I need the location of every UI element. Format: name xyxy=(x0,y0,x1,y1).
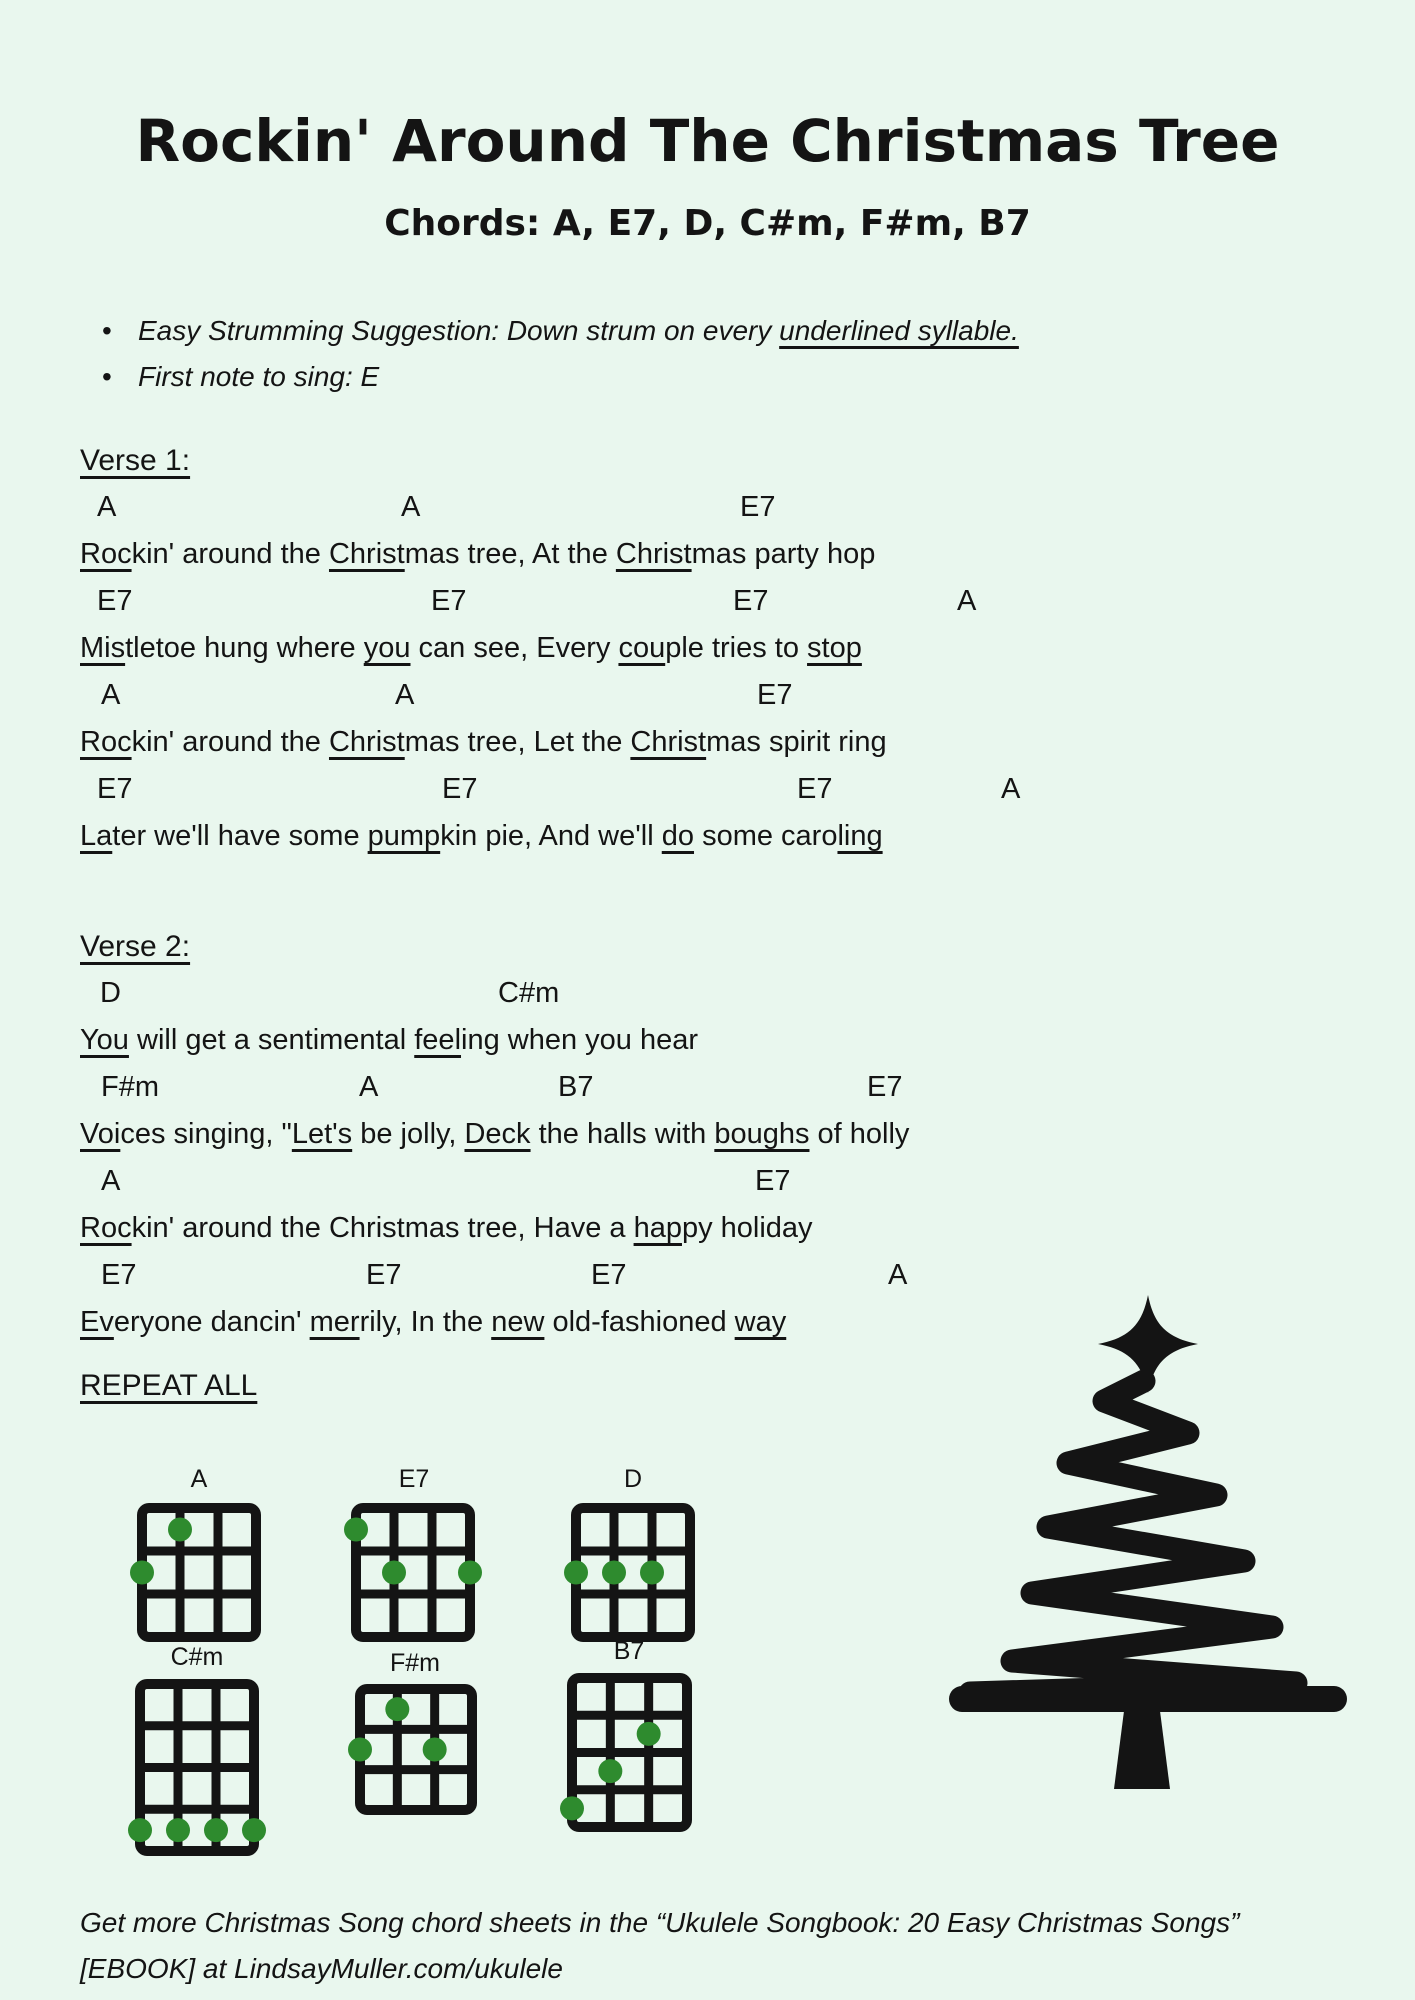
chord-label: E7 xyxy=(591,1259,627,1291)
chord-label: E7 xyxy=(755,1165,791,1197)
chord-label: E7 xyxy=(740,491,776,523)
chord-label: A xyxy=(395,679,415,711)
chord-label: A xyxy=(888,1259,908,1291)
lyric-segment: Christ xyxy=(630,726,707,758)
lyric-segment: ces singing, " xyxy=(120,1118,292,1150)
lyric-segment: Roc xyxy=(80,538,132,570)
lyric-row xyxy=(80,1205,1220,1252)
lyric-segment: Deck xyxy=(464,1118,531,1150)
chord-label: A xyxy=(957,585,977,617)
chord-diagram-label: B7 xyxy=(613,1637,645,1665)
lyric-row xyxy=(80,1111,1220,1158)
chord-label: F#m xyxy=(101,1071,159,1103)
lyric-segment: Roc xyxy=(80,726,132,758)
page-title: Rockin' Around The Christmas Tree xyxy=(135,107,1280,175)
chord-diagram-label: A xyxy=(190,1465,208,1493)
lyric-segment: Let's xyxy=(291,1118,353,1150)
lyric-segment: First note to sing: E xyxy=(138,361,380,392)
chord-row xyxy=(80,766,1220,813)
finger-dot xyxy=(458,1561,482,1585)
lyric-segment: hap xyxy=(633,1212,682,1244)
lyric-row xyxy=(80,813,1220,860)
lyric-segment: La xyxy=(80,820,113,852)
footer-line-1: Get more Christmas Song chord sheets in the “Ukulele Songbook: 20 Easy Christmas Songs” xyxy=(80,1907,1240,1938)
lyric-segment: feel xyxy=(414,1024,462,1056)
lyric-segment: can see, Every xyxy=(410,632,619,664)
chord-row xyxy=(80,484,1220,531)
finger-dot xyxy=(168,1518,192,1542)
chord-label: E7 xyxy=(797,773,833,805)
lyric-segment: mas tree, Let the xyxy=(404,726,631,758)
lyric-segment: will get a sentimental xyxy=(128,1024,415,1056)
lyric-segment: tletoe hung where xyxy=(125,632,364,664)
chord-diagram-E7 xyxy=(340,1492,486,1653)
lyric-segment: the halls with xyxy=(530,1118,715,1150)
chord-diagram-label: C#m xyxy=(170,1643,224,1671)
lyric-segment: kin pie, And we'll xyxy=(440,820,662,852)
chord-diagram-B7 xyxy=(556,1662,703,1843)
verse-heading: Verse 1: xyxy=(80,444,191,477)
lyric-segment: mas spirit ring xyxy=(706,726,887,758)
note-item xyxy=(100,308,1019,354)
chord-row xyxy=(80,1158,1220,1205)
chord-label: E7 xyxy=(733,585,769,617)
lyric-segment: kin' around the xyxy=(131,726,329,758)
chord-label: E7 xyxy=(101,1259,137,1291)
chord-label: E7 xyxy=(431,585,467,617)
finger-dot xyxy=(560,1796,584,1820)
lyric-segment: Easy Strumming Suggestion: Down strum on every xyxy=(138,315,780,346)
lyric-segment: py holiday xyxy=(681,1212,813,1244)
finger-dot xyxy=(385,1697,409,1721)
chord-label: E7 xyxy=(757,679,793,711)
notes-list xyxy=(100,308,1019,400)
verse-heading: Verse 2: xyxy=(80,930,191,963)
lyric-segment: some caro xyxy=(694,820,838,852)
finger-dot xyxy=(598,1759,622,1783)
lyric-segment: You xyxy=(80,1024,129,1056)
lyric-segment: Ev xyxy=(80,1306,114,1338)
lyric-segment: kin' around the Christmas tree, Have a xyxy=(131,1212,634,1244)
finger-dot xyxy=(242,1818,266,1842)
lyric-segment: ter we'll have some xyxy=(112,820,368,852)
lyric-segment: old-fashioned xyxy=(544,1306,735,1338)
chord-diagram-label: F#m xyxy=(390,1649,440,1677)
chord-label: E7 xyxy=(442,773,478,805)
lyric-segment: rily, In the xyxy=(359,1306,492,1338)
chord-diagram-label: E7 xyxy=(398,1465,430,1493)
christmas-tree-illustration xyxy=(948,1283,1348,1793)
lyric-segment: boughs xyxy=(714,1118,810,1150)
fretboard-frame xyxy=(576,1508,690,1637)
chord-label: E7 xyxy=(366,1259,402,1291)
finger-dot xyxy=(382,1561,406,1585)
lyric-segment: mer xyxy=(309,1306,360,1338)
lyric-segment: way xyxy=(734,1306,787,1338)
lyric-segment: ling xyxy=(837,820,883,852)
lyric-segment: Christ xyxy=(328,726,405,758)
chord-label: D xyxy=(100,977,121,1009)
lyric-segment: ple tries to xyxy=(665,632,808,664)
lyric-segment: cou xyxy=(618,632,666,664)
finger-dot xyxy=(423,1738,447,1762)
chord-row xyxy=(80,970,1220,1017)
fretboard-frame xyxy=(356,1508,470,1637)
finger-dot xyxy=(344,1518,368,1542)
chord-label: A xyxy=(97,491,117,523)
lyric-segment: pump xyxy=(367,820,441,852)
chord-row xyxy=(80,1064,1220,1111)
lyric-segment: Roc xyxy=(80,1212,132,1244)
chord-label: A xyxy=(1001,773,1021,805)
chord-label: B7 xyxy=(558,1071,594,1103)
lyric-segment: of holly xyxy=(809,1118,910,1150)
lyric-segment: Christ xyxy=(615,538,692,570)
chord-label: E7 xyxy=(97,773,133,805)
chord-label: E7 xyxy=(97,585,133,617)
lyric-segment: mas party hop xyxy=(691,538,876,570)
finger-dot xyxy=(564,1561,588,1585)
chord-diagram-D xyxy=(560,1492,706,1653)
finger-dot xyxy=(348,1738,372,1762)
lyric-row xyxy=(80,719,1220,766)
lyric-segment: you xyxy=(363,632,411,664)
chord-label: A xyxy=(101,1165,121,1197)
finger-dot xyxy=(130,1561,154,1585)
tree-zigzag xyxy=(970,1381,1296,1693)
finger-dot xyxy=(602,1561,626,1585)
finger-dot xyxy=(128,1818,152,1842)
finger-dot xyxy=(166,1818,190,1842)
chord-diagram-Csm xyxy=(124,1668,270,1867)
chord-diagram-A xyxy=(126,1492,272,1653)
chord-row xyxy=(80,672,1220,719)
chord-label: A xyxy=(101,679,121,711)
lyric-segment: ing when you hear xyxy=(461,1024,699,1056)
finger-dot xyxy=(640,1561,664,1585)
lyric-segment: new xyxy=(491,1306,545,1338)
chord-label: E7 xyxy=(867,1071,903,1103)
repeat-note: REPEAT ALL xyxy=(80,1369,258,1402)
lyric-segment: mas tree, At the xyxy=(404,538,616,570)
chord-diagram-Fsm xyxy=(344,1673,488,1826)
fretboard-frame xyxy=(142,1508,256,1637)
finger-dot xyxy=(637,1722,661,1746)
chord-label: C#m xyxy=(498,977,560,1009)
lyric-segment: stop xyxy=(807,632,862,664)
chord-row xyxy=(80,578,1220,625)
lyric-segment: underlined syllable. xyxy=(779,315,1019,346)
lyric-row xyxy=(80,1017,1220,1064)
lyric-segment: be jolly, xyxy=(352,1118,465,1150)
footer-line-2: [EBOOK] at LindsayMuller.com/ukulele xyxy=(80,1953,563,1984)
lyric-segment: Christ xyxy=(328,538,405,570)
lyric-segment: Voi xyxy=(80,1118,121,1150)
chord-label: A xyxy=(359,1071,379,1103)
lyric-segment: kin' around the xyxy=(131,538,329,570)
verses-container xyxy=(80,437,1220,1346)
tree-trunk xyxy=(1114,1711,1170,1789)
lyric-segment: eryone dancin' xyxy=(113,1306,310,1338)
footer xyxy=(80,1900,1239,1992)
chord-label: A xyxy=(401,491,421,523)
verse-section xyxy=(80,437,1220,860)
chord-diagram-label: D xyxy=(623,1465,643,1493)
lyric-row xyxy=(80,531,1220,578)
lyric-segment: do xyxy=(661,820,695,852)
fretboard-frame xyxy=(360,1689,472,1810)
lyric-segment: Mis xyxy=(80,632,126,664)
finger-dot xyxy=(204,1818,228,1842)
note-item xyxy=(100,354,1019,400)
page-subtitle: Chords: A, E7, D, C#m, F#m, B7 xyxy=(384,203,1031,244)
lyric-row xyxy=(80,625,1220,672)
